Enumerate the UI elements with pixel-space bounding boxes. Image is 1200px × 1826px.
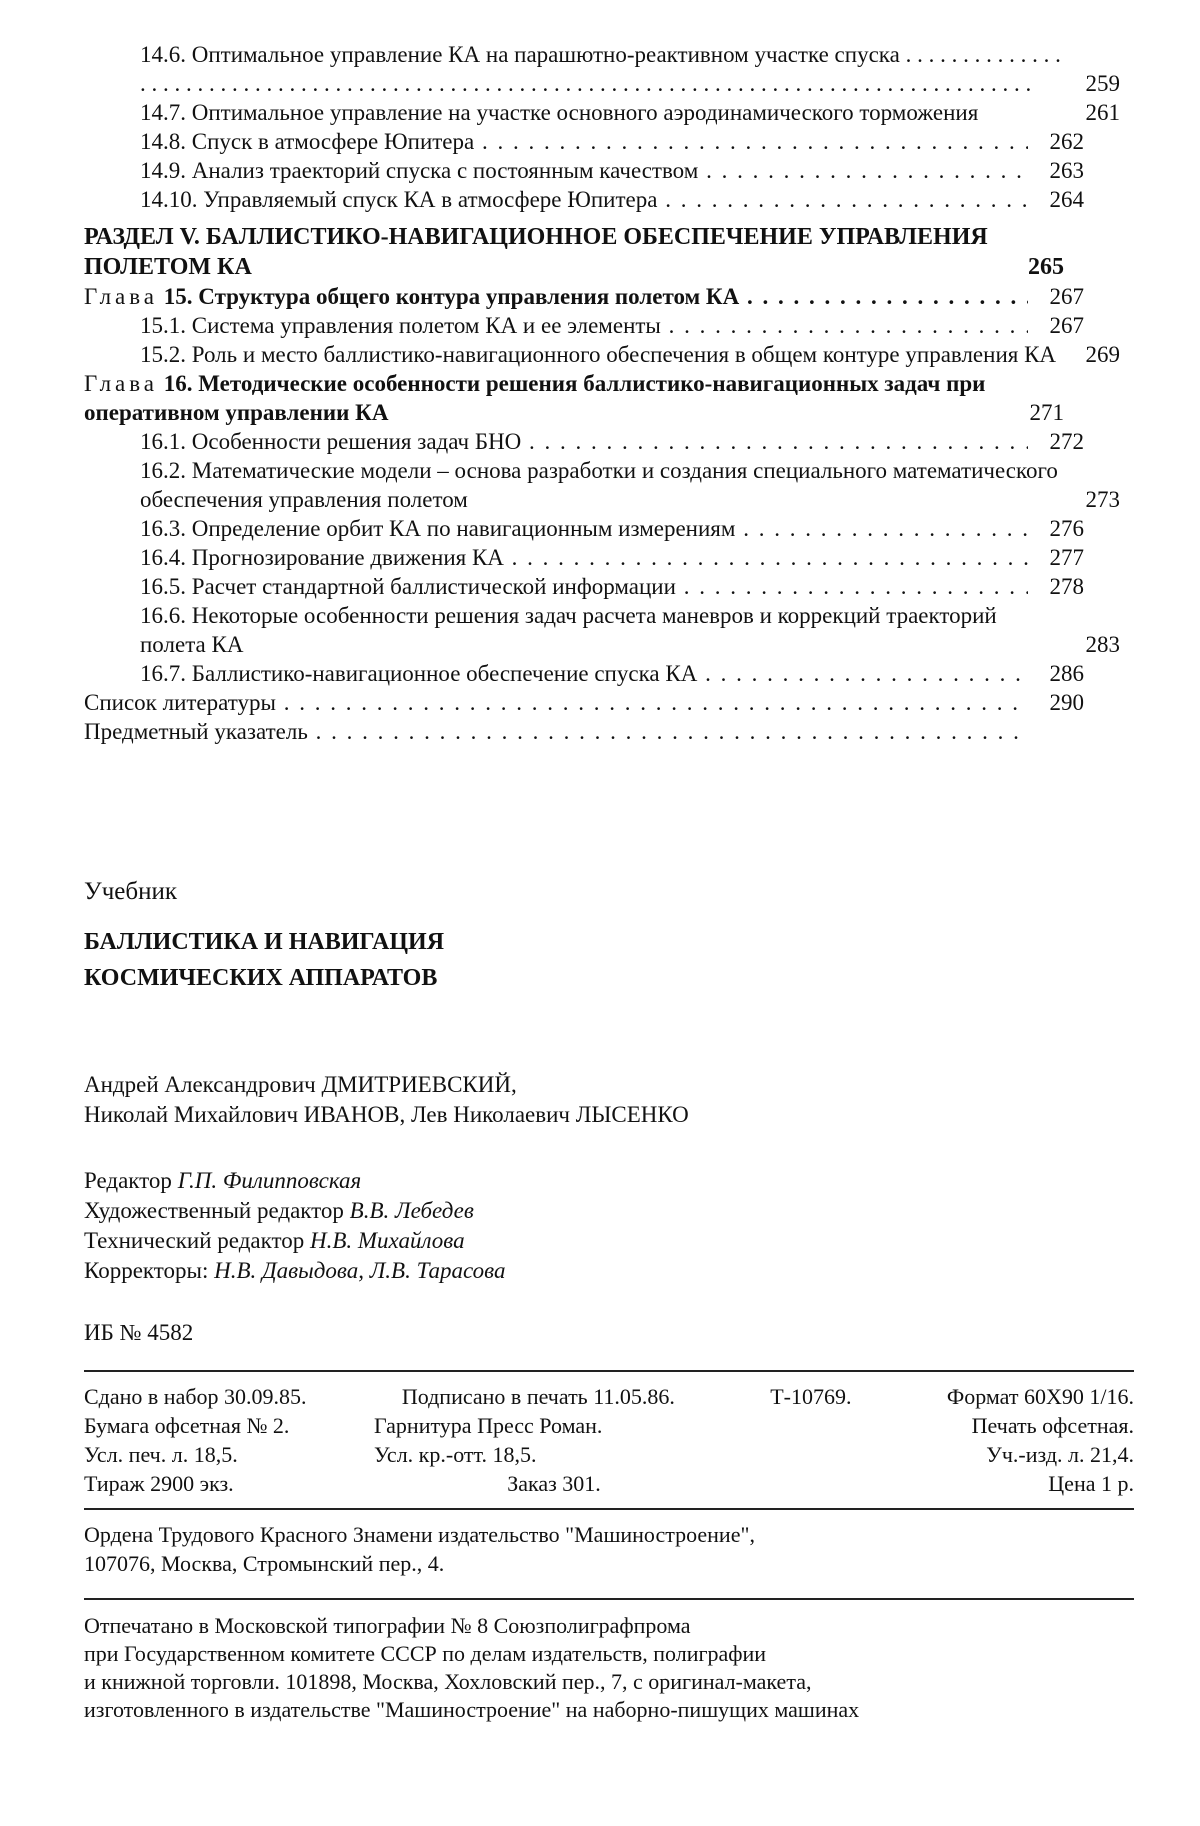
- ib-number: ИБ № 4582: [84, 1320, 194, 1345]
- toc-entry-text: Предметный указатель . . .: [84, 717, 1028, 746]
- printer-info: [84, 1612, 1164, 1724]
- credit-editor: Редактор Г.П. Филипповская: [84, 1168, 362, 1193]
- toc-page-number: 271: [1029, 400, 1064, 425]
- divider: [84, 1508, 1134, 1510]
- toc-entry-references: [84, 688, 1084, 717]
- imprint-row: Усл. печ. л. 18,5. Усл. кр.-отт. 18,5. Уч.-изд. л. 21,4.: [84, 1442, 1134, 1467]
- toc-page-number: 272: [1049, 429, 1084, 454]
- book-title-line: БАЛЛИСТИКА И НАВИГАЦИЯ: [84, 929, 445, 955]
- toc-entry-index: [84, 717, 1084, 746]
- printer-line: Отпечатано в Московской типографии № 8 Союзполиграфпрома: [84, 1613, 691, 1638]
- chapter-prefix: Глава: [84, 371, 159, 396]
- toc-entry: [84, 514, 1084, 543]
- toc-entry-text: 14.6. Оптимальное управление КА на парашютно-реактивном участке спуска . . . . . . . . . . . . . . . . . . . . . . . . . . . . . . . . . . . . . . . . . . . . . . . . . . . . . . . . . . . . . . . . . . . . . . . . . . . . . . . . . . . . . . . . . . . .: [140, 42, 1061, 96]
- toc-page-number: 276: [1049, 516, 1084, 541]
- book-title: [84, 924, 1134, 996]
- toc-page-number: 286: [1049, 661, 1084, 686]
- authors-line: Андрей Александрович ДМИТРИЕВСКИЙ,: [84, 1072, 517, 1097]
- toc-entry: [84, 543, 1084, 572]
- toc-page-number: 267: [1049, 284, 1084, 309]
- toc-chapter: [84, 282, 1084, 311]
- printer-line: при Государственном комитете СССР по делам издательств, полиграфии: [84, 1641, 767, 1666]
- credit-tech-editor: Технический редактор Н.В. Михайлова: [84, 1228, 465, 1253]
- toc-entry: [84, 40, 1120, 98]
- toc-page-number: 277: [1049, 545, 1084, 570]
- toc-page-number: 267: [1049, 313, 1084, 338]
- toc-entry-text: 14.7. Оптимальное управление на участке основного аэродинамического торможения: [140, 100, 979, 125]
- credit-art-editor: Художественный редактор В.В. Лебедев: [84, 1198, 474, 1223]
- toc-page-number: 261: [1085, 100, 1120, 125]
- chapter-heading: Глава 15. Структура общего контура управления полетом КА . . .: [84, 282, 1028, 311]
- toc-entry-text: 16.1. Особенности решения задач БНО . . .: [140, 427, 1028, 456]
- toc-entry-text: 16.7. Баллистико-навигационное обеспечение спуска КА . . .: [140, 659, 1028, 688]
- toc-section-heading: [84, 222, 1084, 282]
- toc-page-number: 264: [1049, 187, 1084, 212]
- toc-entry-text: Список литературы . . .: [84, 688, 1028, 717]
- toc-entry-text: 16.5. Расчет стандартной баллистической информации . . .: [140, 572, 1028, 601]
- book-authors: [84, 1070, 1134, 1130]
- toc-page-number: 262: [1049, 129, 1084, 154]
- printer-line: и книжной торговли. 101898, Москва, Хохловский пер., 7, с оригинал-макета,: [84, 1669, 812, 1694]
- toc-entry: [84, 185, 1084, 214]
- toc-entry: [84, 427, 1084, 456]
- book-type: Учебник: [84, 878, 177, 905]
- toc-page-number: 263: [1049, 158, 1084, 183]
- toc-entry-text: 14.8. Спуск в атмосфере Юпитера . . .: [140, 127, 1028, 156]
- imprint-row: Тираж 2900 экз. Заказ 301. Цена 1 р.: [84, 1471, 1134, 1496]
- printer-line: изготовленного в издательстве "Машиностроение" на наборно-пишущих машинах: [84, 1697, 860, 1722]
- credit-proofreaders: Корректоры: Н.В. Давыдова, Л.В. Тарасова: [84, 1258, 506, 1283]
- publisher-line: 107076, Москва, Стромынский пер., 4.: [84, 1551, 445, 1576]
- toc-entry: [84, 456, 1120, 514]
- toc-entry: [84, 659, 1084, 688]
- print-imprint: [84, 1382, 1134, 1498]
- publisher-line: Ордена Трудового Красного Знамени издательство "Машиностроение",: [84, 1522, 755, 1547]
- toc-page-number: 259: [1085, 71, 1120, 96]
- toc-page-number: 278: [1049, 574, 1084, 599]
- authors-line: Николай Михайлович ИВАНОВ, Лев Николаевич ЛЫСЕНКО: [84, 1102, 689, 1127]
- divider: [84, 1598, 1134, 1600]
- toc-page-number: 283: [1085, 632, 1120, 657]
- toc-entry-text: 16.4. Прогнозирование движения КА . . .: [140, 543, 1028, 572]
- toc-page-number: 269: [1085, 342, 1120, 367]
- toc-chapter: [84, 369, 1084, 427]
- toc-entry: [84, 572, 1084, 601]
- toc-entry: [84, 311, 1084, 340]
- toc-entry-text: 16.3. Определение орбит КА по навигационным измерениям . . .: [140, 514, 1028, 543]
- toc-entry: [84, 98, 1120, 127]
- toc-page-number: 273: [1085, 487, 1120, 512]
- section-heading-text: РАЗДЕЛ V. БАЛЛИСТИКО-НАВИГАЦИОННОЕ ОБЕСПЕЧЕНИЕ УПРАВЛЕНИЯ ПОЛЕТОМ КА: [84, 224, 988, 280]
- table-of-contents: [84, 40, 1120, 746]
- book-title-line: КОСМИЧЕСКИХ АППАРАТОВ: [84, 965, 438, 991]
- publisher-info: [84, 1520, 1134, 1578]
- toc-page-number: 290: [1049, 690, 1084, 715]
- toc-entry: [84, 340, 1120, 369]
- toc-entry: [84, 601, 1120, 659]
- toc-entry-text: 16.2. Математические модели – основа разработки и создания специального математического обеспечения управления полетом: [140, 458, 1058, 512]
- toc-entry-text: 14.10. Управляемый спуск КА в атмосфере Юпитера . . .: [140, 185, 1028, 214]
- toc-entry: [84, 127, 1084, 156]
- divider: [84, 1370, 1134, 1372]
- editorial-credits: [84, 1166, 1134, 1286]
- toc-entry-text: 15.1. Система управления полетом КА и ее элементы . . .: [140, 311, 1028, 340]
- toc-entry-text: 16.6. Некоторые особенности решения задач расчета маневров и коррекций траекторий полета КА: [140, 603, 997, 657]
- imprint-row: Сдано в набор 30.09.85. Подписано в печать 11.05.86. Т-10769. Формат 60Х90 1/16.: [84, 1384, 1134, 1409]
- toc-entry-text: 15.2. Роль и место баллистико-навигационного обеспечения в общем контуре управления КА: [140, 342, 1057, 367]
- imprint-row: Бумага офсетная № 2. Гарнитура Пресс Роман. Печать офсетная.: [84, 1413, 1134, 1438]
- chapter-heading: Глава 16. Методические особенности решения баллистико-навигационных задач при оперативном управлении КА: [84, 371, 986, 425]
- chapter-prefix: Глава: [84, 284, 159, 309]
- toc-entry: [84, 156, 1084, 185]
- toc-page-number: 265: [1028, 254, 1064, 280]
- toc-entry-text: 14.9. Анализ траекторий спуска с постоянным качеством . . .: [140, 156, 1028, 185]
